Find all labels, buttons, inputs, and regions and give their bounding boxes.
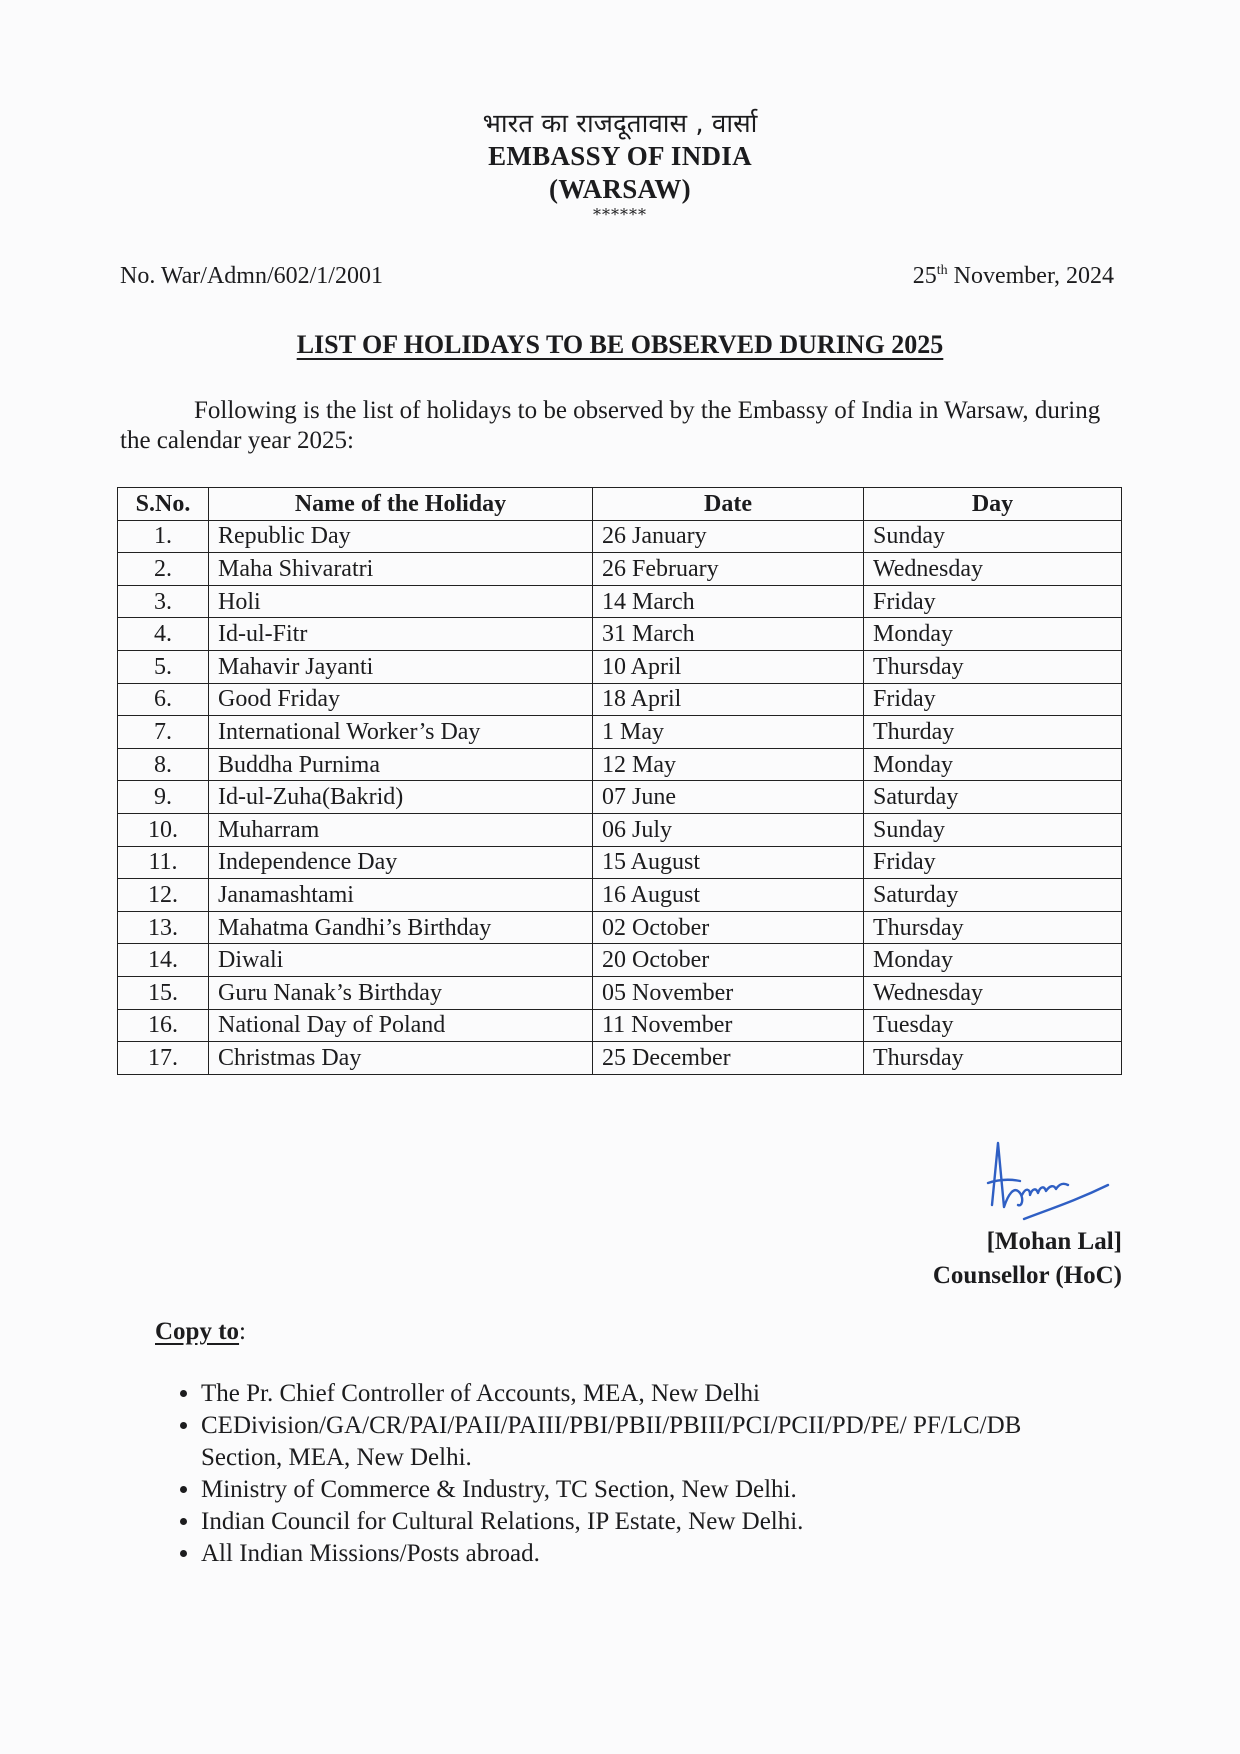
- cell-date: 16 August: [593, 879, 864, 912]
- table-row: [118, 911, 1122, 944]
- cell-holiday-name: Maha Shivaratri: [209, 553, 593, 586]
- cell-sno: 4.: [118, 618, 209, 651]
- cell-day: Thursday: [864, 650, 1122, 683]
- cell-holiday-name: Independence Day: [209, 846, 593, 879]
- letterhead: [0, 108, 1240, 224]
- cell-sno: 10.: [118, 813, 209, 846]
- date-day: 25: [912, 263, 937, 289]
- cell-date: 18 April: [593, 683, 864, 716]
- cell-holiday-name: Guru Nanak’s Birthday: [209, 976, 593, 1009]
- reference-line: [120, 263, 1114, 290]
- copy-to-label: Copy to: [155, 1318, 240, 1345]
- column-header-date: Date: [593, 488, 864, 521]
- list-item: • All Indian Missions/Posts abroad.: [201, 1538, 1101, 1570]
- cell-date: 26 February: [593, 553, 864, 586]
- date-suffix: th: [936, 263, 948, 278]
- cell-date: 10 April: [593, 650, 864, 683]
- cell-holiday-name: Janamashtami: [209, 879, 593, 912]
- table-row: [118, 813, 1122, 846]
- cell-holiday-name: Buddha Purnima: [209, 748, 593, 781]
- table-row: [118, 846, 1122, 879]
- list-item: • The Pr. Chief Controller of Accounts, MEA, New Delhi: [201, 1378, 1101, 1410]
- cell-day: Friday: [864, 846, 1122, 879]
- cell-date: 1 May: [593, 716, 864, 749]
- cell-day: Tuesday: [864, 1009, 1122, 1042]
- cell-sno: 8.: [118, 748, 209, 781]
- cell-holiday-name: Holi: [209, 585, 593, 618]
- cell-holiday-name: Id-ul-Zuha(Bakrid): [209, 781, 593, 814]
- hindi-title: भारत का राजदूतावास , वार्सा: [482, 109, 758, 139]
- copy-to-list: [158, 1378, 1101, 1570]
- cell-sno: 13.: [118, 911, 209, 944]
- cell-date: 07 June: [593, 781, 864, 814]
- cell-day: Saturday: [864, 781, 1122, 814]
- cell-holiday-name: Diwali: [209, 944, 593, 977]
- intro-paragraph: Following is the list of holidays to be observed by the Embassy of India in Warsaw, during the calendar year 2025:: [120, 397, 1101, 454]
- holiday-table: [117, 487, 1122, 1075]
- cell-sno: 5.: [118, 650, 209, 683]
- table-row: [118, 618, 1122, 651]
- cell-day: Sunday: [864, 520, 1122, 553]
- cell-sno: 2.: [118, 553, 209, 586]
- table-row: [118, 520, 1122, 553]
- signatory-block: [933, 1225, 1122, 1293]
- cell-date: 15 August: [593, 846, 864, 879]
- cell-date: 11 November: [593, 1009, 864, 1042]
- cell-holiday-name: National Day of Poland: [209, 1009, 593, 1042]
- cell-day: Monday: [864, 944, 1122, 977]
- cell-day: Friday: [864, 683, 1122, 716]
- table-row: [118, 748, 1122, 781]
- cell-date: 02 October: [593, 911, 864, 944]
- table-row: [118, 585, 1122, 618]
- cell-holiday-name: Mahatma Gandhi’s Birthday: [209, 911, 593, 944]
- cell-date: 12 May: [593, 748, 864, 781]
- cell-holiday-name: Id-ul-Fitr: [209, 618, 593, 651]
- cell-day: Thurday: [864, 716, 1122, 749]
- cell-sno: 11.: [118, 846, 209, 879]
- cell-sno: 14.: [118, 944, 209, 977]
- date-rest: November, 2024: [947, 263, 1114, 289]
- cell-date: 05 November: [593, 976, 864, 1009]
- holiday-table-body: [118, 520, 1122, 1074]
- reference-number: No. War/Admn/602/1/2001: [120, 263, 383, 289]
- copy-to-heading: [155, 1318, 246, 1346]
- cell-date: 20 October: [593, 944, 864, 977]
- cell-day: Monday: [864, 618, 1122, 651]
- cell-sno: 17.: [118, 1042, 209, 1075]
- embassy-city: (WARSAW): [549, 174, 691, 204]
- table-row: [118, 879, 1122, 912]
- signatory-name: [Mohan Lal]: [986, 1228, 1122, 1255]
- document-title: [0, 330, 1240, 360]
- column-header-day: Day: [864, 488, 1122, 521]
- cell-sno: 3.: [118, 585, 209, 618]
- signature: [980, 1135, 1120, 1230]
- cell-sno: 15.: [118, 976, 209, 1009]
- table-row: [118, 944, 1122, 977]
- column-header-sno: S.No.: [118, 488, 209, 521]
- cell-day: Thursday: [864, 911, 1122, 944]
- cell-date: 31 March: [593, 618, 864, 651]
- table-row: [118, 1042, 1122, 1075]
- cell-sno: 12.: [118, 879, 209, 912]
- list-item: • Indian Council for Cultural Relations, IP Estate, New Delhi.: [201, 1506, 1101, 1538]
- cell-sno: 16.: [118, 1009, 209, 1042]
- title-text: LIST OF HOLIDAYS TO BE OBSERVED DURING 2025: [296, 330, 944, 359]
- letter-date: [913, 263, 1114, 290]
- signatory-designation: Counsellor (HoC): [932, 1262, 1122, 1289]
- cell-holiday-name: Christmas Day: [209, 1042, 593, 1075]
- cell-holiday-name: Muharram: [209, 813, 593, 846]
- cell-sno: 1.: [118, 520, 209, 553]
- table-row: [118, 683, 1122, 716]
- cell-holiday-name: International Worker’s Day: [209, 716, 593, 749]
- table-row: [118, 553, 1122, 586]
- cell-day: Thursday: [864, 1042, 1122, 1075]
- cell-day: Friday: [864, 585, 1122, 618]
- column-header-name: Name of the Holiday: [209, 488, 593, 521]
- list-item: • Ministry of Commerce & Industry, TC Section, New Delhi.: [201, 1474, 1101, 1506]
- cell-sno: 7.: [118, 716, 209, 749]
- cell-date: 26 January: [593, 520, 864, 553]
- cell-day: Wednesday: [864, 553, 1122, 586]
- separator-stars: ******: [593, 205, 647, 224]
- table-header-row: [118, 488, 1122, 521]
- cell-sno: 9.: [118, 781, 209, 814]
- embassy-name: EMBASSY OF INDIA: [488, 141, 752, 171]
- cell-day: Monday: [864, 748, 1122, 781]
- list-item: • CEDivision/GA/CR/PAI/PAII/PAIII/PBI/PBII/PBIII/PCI/PCII/PD/PE/ PF/LC/DB Section, MEA, New Delhi.: [201, 1410, 1101, 1474]
- cell-day: Saturday: [864, 879, 1122, 912]
- cell-date: 14 March: [593, 585, 864, 618]
- copy-to-colon: :: [239, 1318, 246, 1345]
- cell-day: Sunday: [864, 813, 1122, 846]
- table-row: [118, 1009, 1122, 1042]
- table-row: [118, 716, 1122, 749]
- table-row: [118, 976, 1122, 1009]
- cell-holiday-name: Good Friday: [209, 683, 593, 716]
- cell-sno: 6.: [118, 683, 209, 716]
- cell-holiday-name: Republic Day: [209, 520, 593, 553]
- cell-day: Wednesday: [864, 976, 1122, 1009]
- table-row: [118, 781, 1122, 814]
- cell-date: 25 December: [593, 1042, 864, 1075]
- cell-holiday-name: Mahavir Jayanti: [209, 650, 593, 683]
- table-row: [118, 650, 1122, 683]
- cell-date: 06 July: [593, 813, 864, 846]
